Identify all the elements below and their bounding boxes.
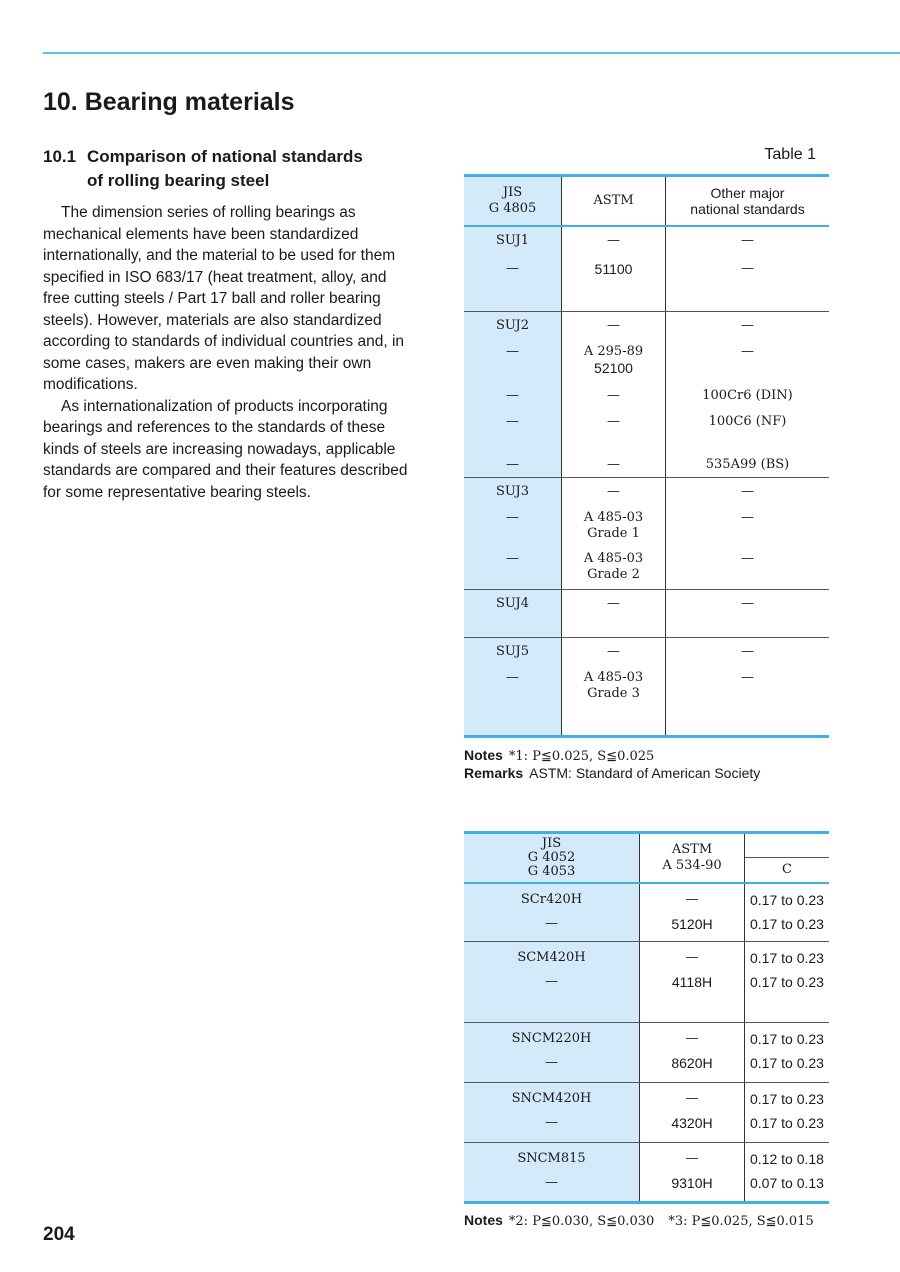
cell-c: 0.17 to 0.23 [750,1030,824,1047]
cell-c: 0.17 to 0.23 [745,1047,830,1082]
header-astm: ASTM A 534-90 [640,833,745,884]
cell-jis: SNCM420H [464,1082,640,1107]
notes-label: Notes [464,1212,503,1228]
cell-jis: — [464,382,562,408]
header-other: Other major national standards [666,176,830,227]
cell-jis: — [464,504,562,545]
cell-c: 0.17 to 0.23 [745,908,830,941]
cell-other: — [741,643,754,659]
cell-astm: — [640,1142,745,1167]
cell-jis: — [464,338,562,382]
table-row [464,664,829,736]
section-title [43,145,423,193]
table-row [464,589,829,637]
cell-other: — [666,255,830,311]
header-c: C [745,857,830,883]
table-row [464,1047,829,1082]
cell-astm: — [562,408,666,451]
cell-c: 0.12 to 0.18 [750,1150,824,1167]
cell-astm: 5120H [640,908,745,941]
cell-jis: — [464,1107,640,1142]
cell-astm: — [562,589,666,637]
table-row [464,966,829,1022]
cell-astm: — [562,477,666,504]
cell-jis: — [464,255,562,311]
table-row [464,1022,829,1047]
header-blank [745,833,830,858]
table-header-row [464,176,829,227]
cell-jis: — [464,1167,640,1202]
cell-jis: — [464,908,640,941]
table-row [464,1082,829,1107]
cell-jis: — [464,451,562,477]
table-header-row [464,833,829,858]
table-row [464,477,829,504]
cell-astm: — [562,637,666,664]
table-row [464,451,829,477]
cell-astm: — [562,382,666,408]
cell-c: 0.17 to 0.23 [750,949,824,966]
cell-astm: — [640,1022,745,1047]
notes-label: Notes [464,747,503,763]
cell-other: — [666,664,830,736]
table-row [464,408,829,451]
notes-line [464,747,760,765]
chapter-title: 10. Bearing materials [43,88,295,116]
cell-astm: — [562,311,666,338]
cell-jis: SCr420H [464,883,640,908]
cell-c: 0.07 to 0.13 [745,1167,830,1202]
table2-notes [464,1212,814,1229]
remarks-text: ASTM: Standard of American Society [529,765,761,781]
cell-astm: 4118H [640,966,745,1022]
cell-other: 100Cr6 (DIN) [702,388,793,403]
cell-other: — [741,510,754,525]
table-row [464,941,829,966]
top-rule [43,52,900,54]
cell-astm: — [640,941,745,966]
cell-jis: SNCM220H [464,1022,640,1047]
remarks-label: Remarks [464,765,524,781]
cell-c: 0.17 to 0.23 [745,1107,830,1142]
body-text [43,202,415,503]
header-jis: JIS G 4805 [464,176,562,227]
table-row [464,637,829,664]
body-paragraph: As internationalization of products incorporating bearings and references to the standards of these kinds of steels are increasing nowadays, applicable standards are compared and their features described for some representative bearing steels. [43,397,408,501]
section-title-line1: Comparison of national standards [87,147,363,166]
note-3: *3: P≦0.025, S≦0.015 [668,1214,814,1229]
cell-c: 0.17 to 0.23 [745,966,830,1022]
bearing-steel-table [464,174,829,738]
header-astm: ASTM [562,176,666,227]
cell-astm: A 485-03 Grade 3 [562,664,666,736]
header-jis: JIS G 4052 G 4053 [464,833,640,884]
cell-astm: 8620H [640,1047,745,1082]
cell-other: — [741,344,754,359]
table-row [464,883,829,908]
note-2: *2: P≦0.030, S≦0.030 [508,1214,655,1229]
remarks-line [464,765,760,782]
cell-astm: — [562,451,666,477]
table-row [464,311,829,338]
cell-other: — [666,589,830,637]
table-row [464,504,829,545]
cell-jis: — [464,545,562,589]
cell-jis: SUJ5 [464,637,562,664]
table-row [464,908,829,941]
table1-notes [464,747,760,782]
table-row [464,1142,829,1167]
cell-astm: A 485-03 Grade 1 [562,504,666,545]
table-row [464,255,829,311]
table-row [464,338,829,382]
cell-jis: SUJ2 [464,311,562,338]
cell-astm: 9310H [640,1167,745,1202]
cell-jis: SCM420H [464,941,640,966]
body-paragraph: The dimension series of rolling bearings as mechanical elements have been standardized internationally, and the material to be used for them specified in ISO 683/17 (heat treatment, alloy, and free cutting steels / Part 17 ball and roller bearing steels). However, materials are also standardized according to standards of individual countries and, in some cases, makers are even making their own modifications. [43,204,405,393]
cell-astm: A 485-03 Grade 2 [562,545,666,589]
table-row [464,226,829,255]
section-title-line2: of rolling bearing steel [87,171,270,190]
table-row [464,382,829,408]
case-hardening-steel-table [464,831,829,1204]
table-row [464,1167,829,1202]
cell-jis: — [464,966,640,1022]
cell-jis: — [464,408,562,451]
cell-astm: 4320H [640,1107,745,1142]
cell-astm: — [640,1082,745,1107]
cell-other: — [666,545,830,589]
cell-astm: — [640,883,745,908]
table-caption: Table 1 [764,146,816,163]
cell-astm: A 295-89 52100 [562,338,666,382]
cell-jis: SUJ4 [464,589,562,637]
cell-other: 535A99 (BS) [666,451,830,477]
cell-c: 0.17 to 0.23 [750,1090,824,1107]
cell-other: 100C6 (NF) [708,414,787,429]
cell-jis: — [464,1047,640,1082]
cell-jis: SNCM815 [464,1142,640,1167]
cell-other: — [741,483,754,499]
table-row [464,1107,829,1142]
cell-jis: SUJ3 [464,477,562,504]
cell-c: 0.17 to 0.23 [750,892,824,908]
notes-text: *1: P≦0.025, S≦0.025 [508,749,655,764]
cell-other: — [741,317,754,333]
table-row [464,545,829,589]
page-number: 204 [43,1224,75,1245]
cell-astm: — [562,226,666,255]
cell-jis: SUJ1 [464,226,562,255]
cell-astm: 51100 [562,255,666,311]
cell-jis: — [464,664,562,736]
section-number: 10.1 [43,147,77,166]
cell-other: — [741,233,754,248]
